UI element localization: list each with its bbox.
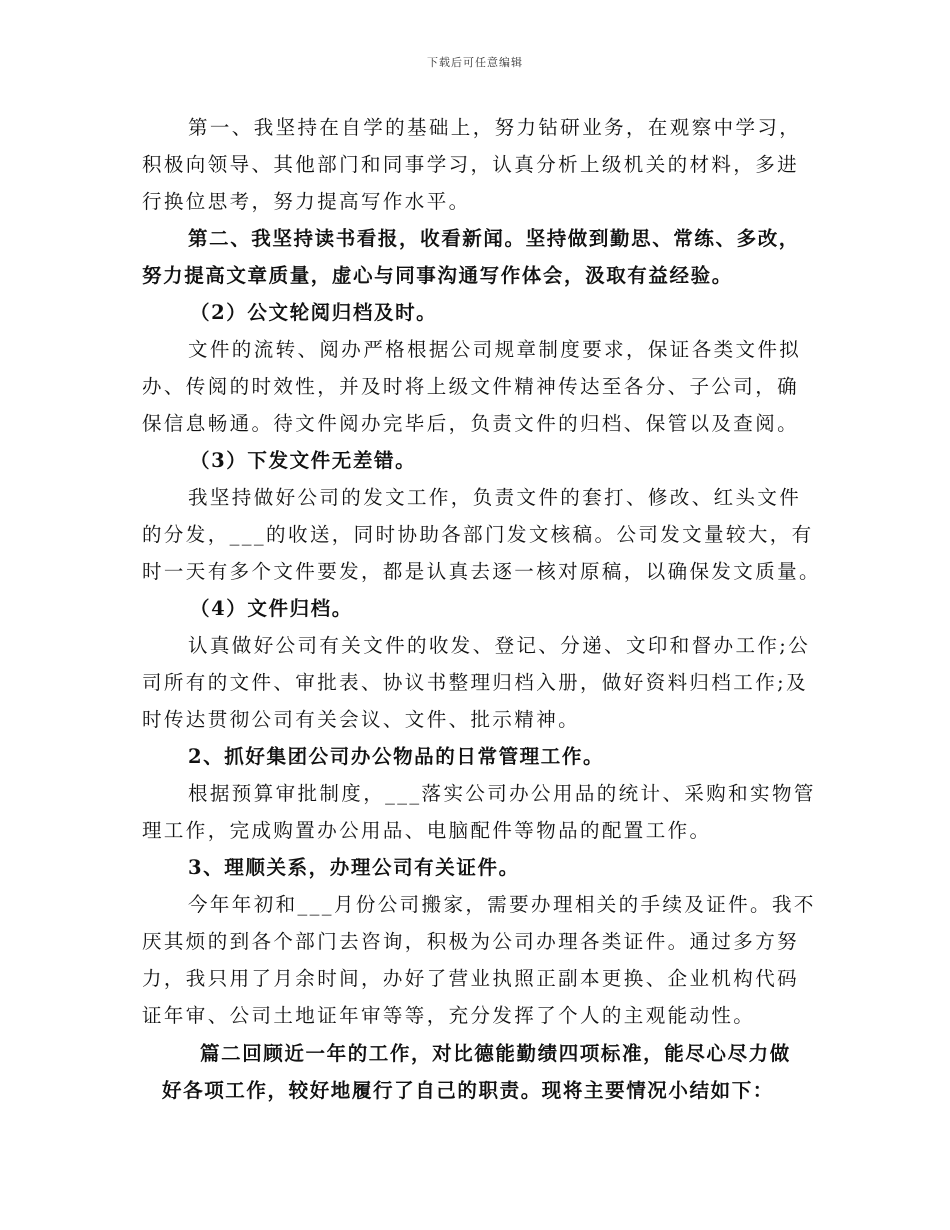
paragraph-line: 证年审、公司土地证年审等等，充分发挥了个人的主观能动性。 (142, 1004, 756, 1027)
paragraph-line: 的分发，___的收送，同时协助各部门发文核稿。公司发文量较大，有 (142, 523, 814, 546)
paragraph-line: 我坚持做好公司的发文工作，负责文件的套打、修改、红头文件 (188, 486, 802, 509)
paragraph-line: 厌其烦的到各个部门去咨询，积极为公司办理各类证件。通过多方努 (142, 930, 800, 953)
paragraph-line: 保信息畅通。待文件阅办完毕后，负责文件的归档、保管以及查阅。 (142, 412, 800, 435)
paragraph-line: 办、传阅的时效性，并及时将上级文件精神传达至各分、子公司，确 (142, 375, 800, 398)
paragraph-line: 理工作，完成购置办公用品、电脑配件等物品的配置工作。 (142, 819, 712, 842)
paragraph-line: 第一、我坚持在自学的基础上，努力钻研业务，在观察中学习， (188, 116, 802, 139)
paragraph-line: 根据预算审批制度，___落实公司办公用品的统计、采购和实物管 (188, 782, 816, 805)
paragraph-line-bold: 第二、我坚持读书看报，收看新闻。坚持做到勤思、常练、多改， (188, 227, 800, 250)
section-heading: （2）公文轮阅归档及时。 (190, 301, 438, 324)
section-heading: 2、抓好集团公司办公物品的日常管理工作。 (188, 745, 605, 768)
page-header-note: 下载后可任意编辑 (427, 56, 523, 69)
paragraph-line: 时传达贯彻公司有关会议、文件、批示精神。 (142, 708, 581, 731)
summary-line-bold: 篇二回顾近一年的工作，对比德能勤绩四项标准，能尽心尽力做 (200, 1042, 791, 1065)
paragraph-line-bold: 努力提高文章质量，虚心与同事沟通写作体会，汲取有益经验。 (142, 264, 733, 287)
summary-line-bold: 好各项工作，较好地履行了自己的职责。现将主要情况小结如下： (162, 1079, 774, 1102)
section-heading: （3）下发文件无差错。 (190, 449, 417, 472)
paragraph-line: 积极向领导、其他部门和同事学习，认真分析上级机关的材料，多进 (142, 153, 800, 176)
paragraph-line: 文件的流转、阅办严格根据公司规章制度要求，保证各类文件拟 (188, 338, 802, 361)
paragraph-line: 司所有的文件、审批表、协议书整理归档入册，做好资料归档工作;及 (142, 671, 808, 694)
paragraph-line: 时一天有多个文件要发，都是认真去逐一核对原稿，以确保发文质量。 (142, 560, 821, 583)
paragraph-line: 今年年初和___月份公司搬家，需要办理相关的手续及证件。我不 (188, 893, 816, 916)
section-heading: 3、理顺关系，办理公司有关证件。 (188, 856, 520, 879)
paragraph-line: 认真做好公司有关文件的收发、登记、分递、文印和督办工作;公 (188, 634, 811, 657)
paragraph-line: 力，我只用了月余时间，办好了营业执照正副本更换、企业机构代码 (142, 967, 800, 990)
section-heading: （4）文件归档。 (190, 597, 353, 620)
paragraph-line: 行换位思考，努力提高写作水平。 (142, 190, 471, 213)
